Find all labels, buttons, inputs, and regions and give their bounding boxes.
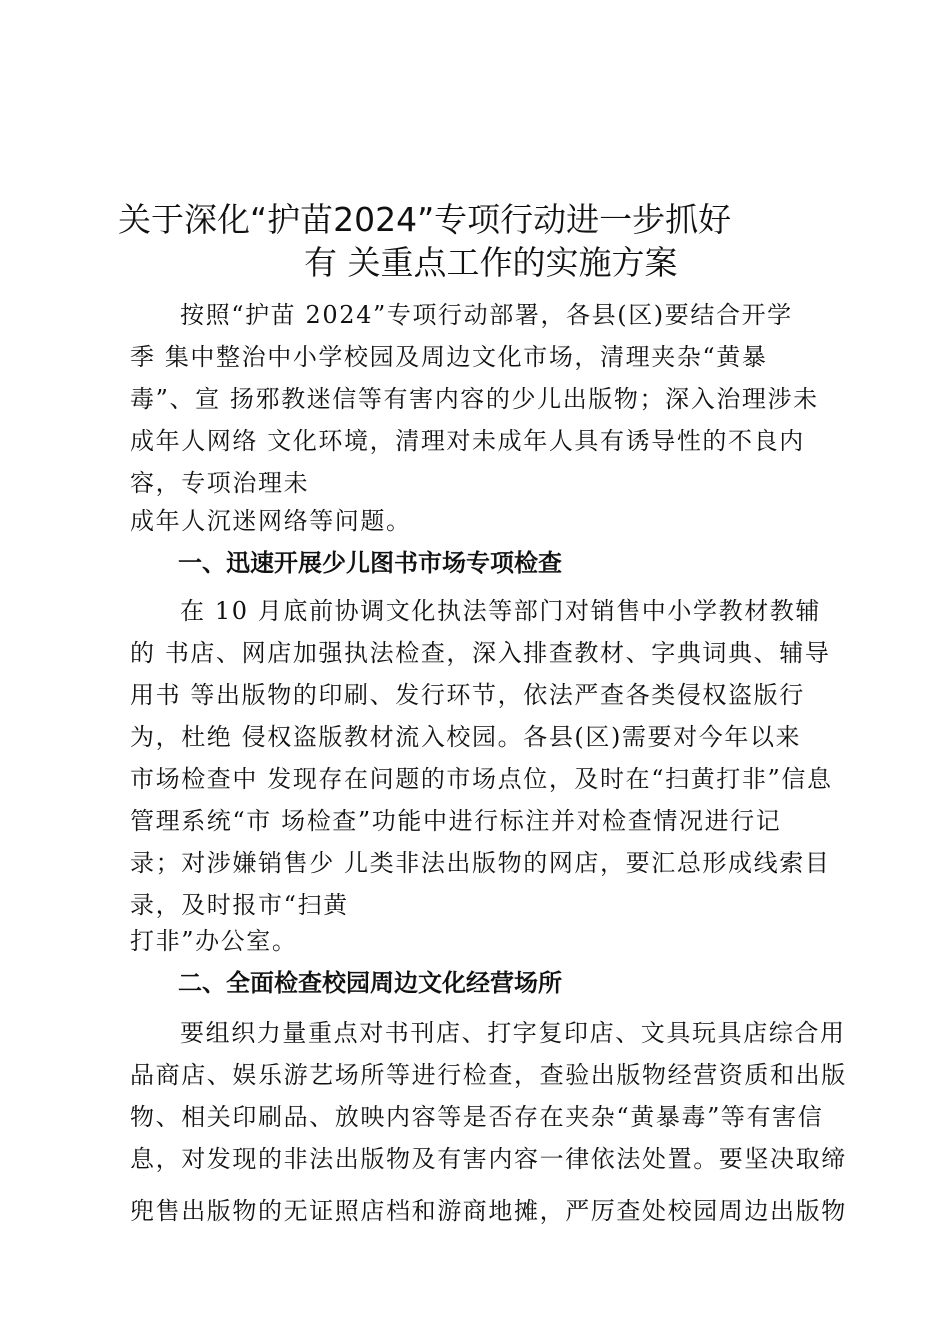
section-1-line: 市场检查中 发现存在问题的市场点位，及时在“扫黄打非”信息 — [130, 765, 833, 793]
section-1-line: 用书 等出版物的印刷、发行环节，依法严查各类侵权盗版行 — [130, 681, 805, 709]
section-1-line: 为，杜绝 侵权盗版教材流入校园。各县(区)需要对今年以来 — [130, 723, 802, 751]
section-1-line: 在 10 月底前协调文化执法等部门对销售中小学教材教辅 — [180, 597, 821, 625]
section-1-paragraph — [130, 590, 833, 926]
intro-line: 毒”、宣 扬邪教迷信等有害内容的少儿出版物；深入治理涉未 — [130, 385, 819, 413]
intro-line: 容，专项治理未 — [130, 469, 310, 497]
section-1-line: 录；对涉嫌销售少 儿类非法出版物的网店，要汇总形成线索目 — [130, 849, 831, 877]
intro-line: 按照“护苗 2024”专项行动部署，各县(区)要结合开学 — [180, 301, 793, 329]
section-2-paragraph — [130, 1012, 847, 1232]
intro-paragraph — [130, 294, 830, 504]
section-2-line: 品商店、娱乐游艺场所等进行检查，查验出版物经营资质和出版 — [130, 1061, 847, 1089]
intro-paragraph-tail — [130, 500, 830, 542]
section-2-line: 要组织力量重点对书刊店、打字复印店、文具玩具店综合用 — [180, 1019, 846, 1047]
section-2-line: 息，对发现的非法出版物及有害内容一律依法处置。要坚决取缔 — [130, 1145, 847, 1173]
section-1-heading: 一、迅速开展少儿图书市场专项检查 — [178, 549, 562, 577]
section-1-paragraph-tail — [130, 920, 830, 962]
intro-line: 季 集中整治中小学校园及周边文化市场，清理夹杂“黄暴 — [130, 343, 768, 371]
intro-tail-line: 成年人沉迷网络等问题。 — [130, 507, 412, 535]
section-2-line: 兜售出版物的无证照店档和游商地摊，严厉查处校园周边出版物 — [130, 1197, 847, 1225]
section-1-line: 的 书店、网店加强执法检查，深入排查教材、字典词典、辅导 — [130, 639, 831, 667]
intro-line: 成年人网络 文化环境，清理对未成年人具有诱导性的不良内 — [130, 427, 805, 455]
section-1-line: 录，及时报市“扫黄 — [130, 891, 349, 919]
section-2-heading: 二、全面检查校园周边文化经营场所 — [178, 969, 562, 997]
document-title-line-2: 有 关重点工作的实施方案 — [304, 243, 678, 282]
section-1-tail-line: 打非”办公室。 — [130, 927, 298, 955]
section-2-line: 物、相关印刷品、放映内容等是否存在夹杂“黄暴毒”等有害信 — [130, 1103, 824, 1131]
section-1-line: 管理系统“市 场检查”功能中进行标注并对检查情况进行记 — [130, 807, 782, 835]
document-title-line-1: 关于深化“护苗2024”专项行动进一步抓好 — [118, 200, 732, 239]
